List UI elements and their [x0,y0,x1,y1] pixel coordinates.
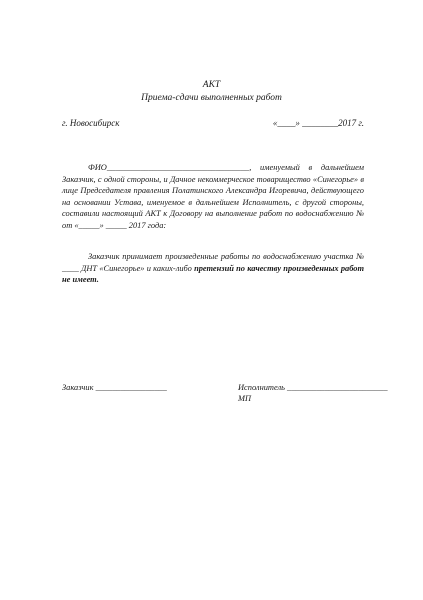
document-title: АКТ [202,80,221,90]
date-field: «____» ________2017 г. [272,118,364,128]
contractor-signature: Исполнитель ________________________ [238,383,388,392]
contractor-signature-block [238,382,388,404]
acceptance-paragraph [62,251,364,286]
acceptance-bold-text: претензий по качеству произведенных работ не имеет. [62,263,364,285]
acceptance-text: Заказчик принимает произведенные работы по водоснабжению участка № ____ ДНТ «Синегорье» и каких-либо [62,252,364,273]
place-date-line [62,118,364,129]
city: г. Новосибирск [62,118,120,128]
stamp-label: МП [238,394,252,403]
customer-signature: Заказчик _________________ [62,383,167,392]
document-subtitle: Приема-сдачи выполненных работ [141,93,282,103]
parties-paragraph: ФИО__________________________________, именуемый в дальнейшем Заказчик, с одной стороны, и Дачное некоммерческое товарищество «Синегорье» в лице Председателя правления Полатинского Александра Игоревича, действующего на основании Устава, именуемое в дальнейшем Исполнитель, с другой стороны, составили настоящий АКТ к Договору на выполнение работ по водоснабжению № от «_____» _____ 2017 года: [62,163,364,230]
